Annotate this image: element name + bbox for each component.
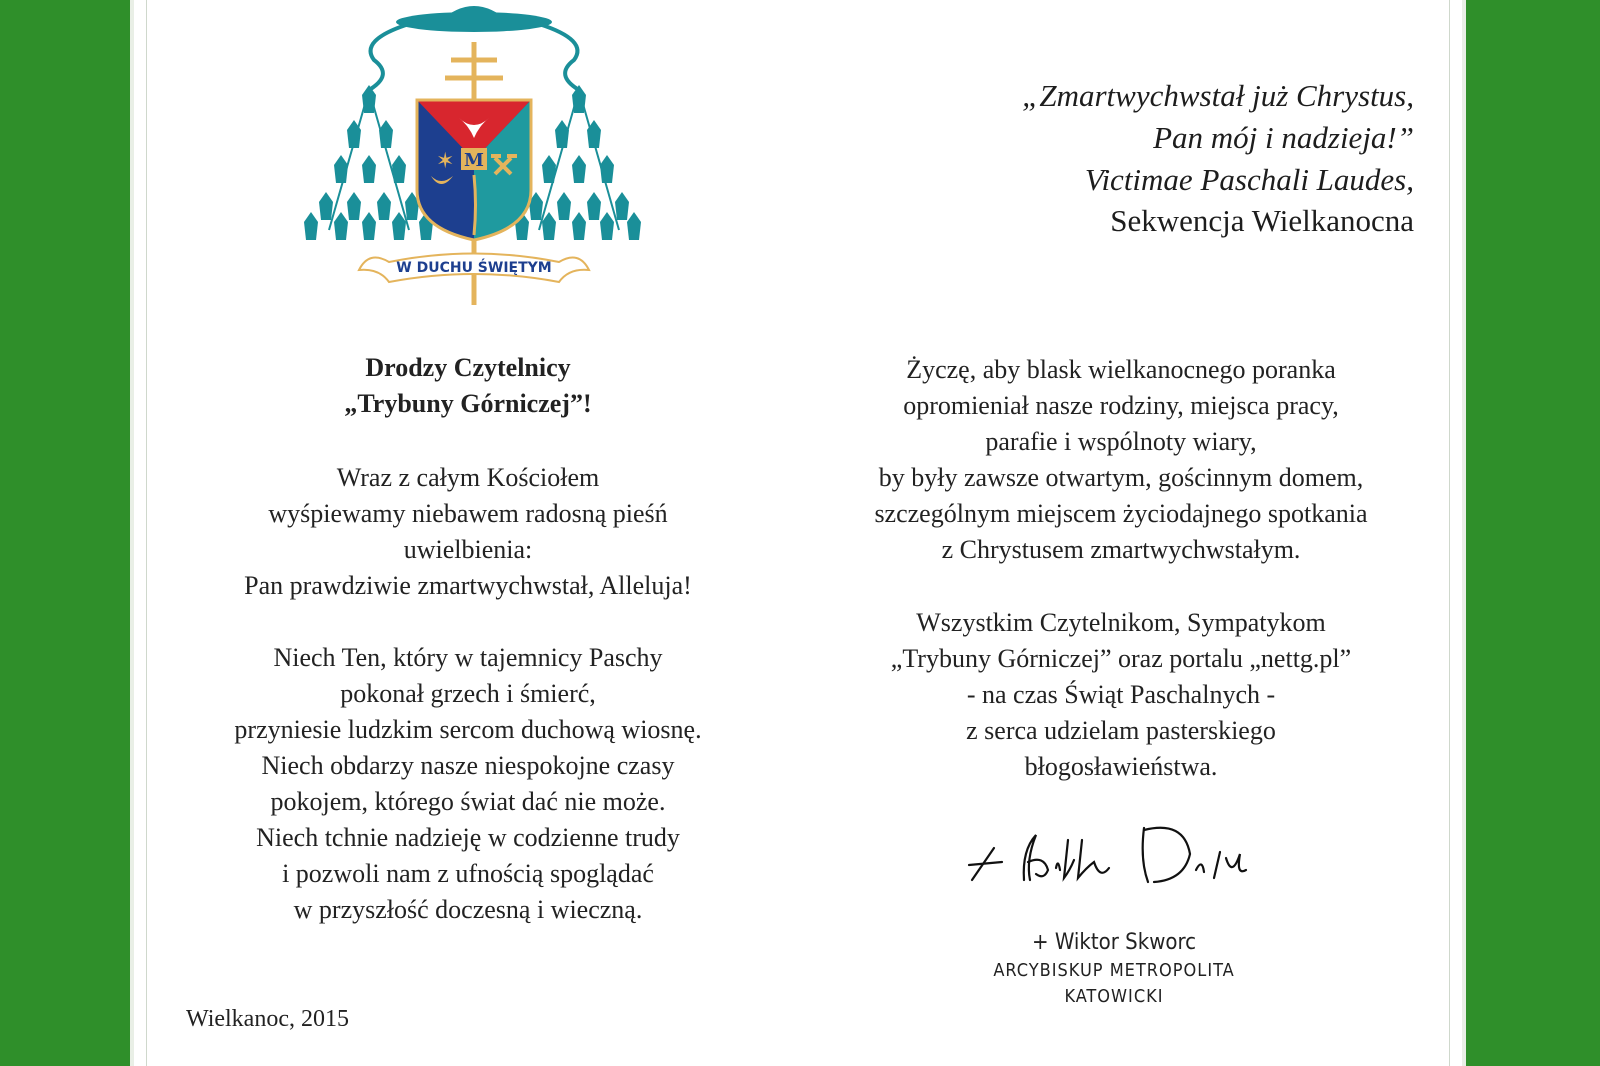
motto-ribbon-text: W DUCHU ŚWIĘTYM [396, 260, 552, 276]
greeting-line-1: Drodzy Czytelnicy [365, 353, 571, 382]
date: Wielkanoc, 2015 [186, 1006, 349, 1032]
svg-text:✶: ✶ [436, 149, 455, 174]
right-paragraph-2 [824, 605, 1418, 785]
text-line: szczególnym miejscem życiodajnego spotkania [874, 499, 1368, 528]
text-line: wyśpiewamy niebawem radosną pieśń [268, 499, 668, 528]
right-paragraph-1 [824, 352, 1418, 568]
easter-sequence-quote [854, 75, 1414, 201]
handwritten-signature [964, 810, 1264, 900]
text-line: by były zawsze otwartym, gościnnym domem, [878, 463, 1364, 492]
text-line: pokojem, którego świat dać nie może. [270, 787, 666, 816]
signer-name: + Wiktor Skworc [1031, 930, 1197, 955]
text-line: Niech tchnie nadzieję w codzienne trudy [256, 823, 680, 852]
text-line: parafie i wspólnoty wiary, [985, 427, 1257, 456]
text-line: uwielbienia: [403, 535, 533, 564]
quote-line: Victimae Paschali Laudes, [1084, 162, 1414, 197]
text-line: opromieniał nasze rodziny, miejsca pracy, [903, 391, 1339, 420]
frame-line-right [1449, 0, 1450, 1066]
text-line: pokonał grzech i śmierć, [340, 679, 596, 708]
greeting [174, 350, 762, 422]
left-green-border [0, 0, 130, 1066]
left-paragraph-2 [174, 640, 762, 928]
text-line: w przyszłość doczesną i wieczną. [293, 895, 643, 924]
shield-letter: M [464, 150, 484, 171]
quote-source: Sekwencja Wielkanocna [1110, 203, 1414, 238]
greeting-line-2: „Trybuny Górniczej”! [344, 389, 592, 418]
text-line: „Trybuny Górniczej” oraz portalu „nettg.pl” [890, 644, 1352, 673]
text-line: Niech Ten, który w tajemnicy Paschy [273, 643, 663, 672]
left-paragraph-1 [174, 460, 762, 604]
quote-line: Pan mój i nadzieja!” [1153, 120, 1414, 155]
text-line: przyniesie ludzkim sercom duchową wiosnę. [234, 715, 702, 744]
text-line: błogosławieństwa. [1024, 752, 1218, 781]
text-line: z Chrystusem zmartwychwstałym. [941, 535, 1301, 564]
text-line: - na czas Świąt Paschalnych - [966, 680, 1276, 709]
archbishop-coat-of-arms [299, 0, 649, 318]
easter-greeting-card [130, 0, 1466, 1066]
tassels-right [515, 85, 641, 240]
shield-icon [417, 100, 531, 240]
text-line: Wraz z całym Kościołem [336, 463, 600, 492]
text-line: Wszystkim Czytelnikom, Sympatykom [916, 608, 1326, 637]
quote-line: „Zmartwychwstał już Chrystus, [1022, 78, 1414, 113]
text-line: i pozwoli nam z ufnością spoglądać [282, 859, 654, 888]
signer-title-1: ARCYBISKUP METROPOLITA [993, 960, 1235, 981]
signer-title-2: KATOWICKI [1064, 986, 1164, 1007]
tassels-left [304, 85, 433, 240]
frame-line-left [146, 0, 147, 1066]
text-line: Życzę, aby blask wielkanocnego poranka [906, 355, 1336, 384]
text-line: z serca udzielam pasterskiego [966, 716, 1276, 745]
signer-block [934, 928, 1294, 1010]
text-line: Niech obdarzy nasze niespokojne czasy [261, 751, 675, 780]
right-green-border [1466, 0, 1600, 1066]
text-line: Pan prawdziwie zmartwychwstał, Alleluja! [244, 571, 692, 600]
